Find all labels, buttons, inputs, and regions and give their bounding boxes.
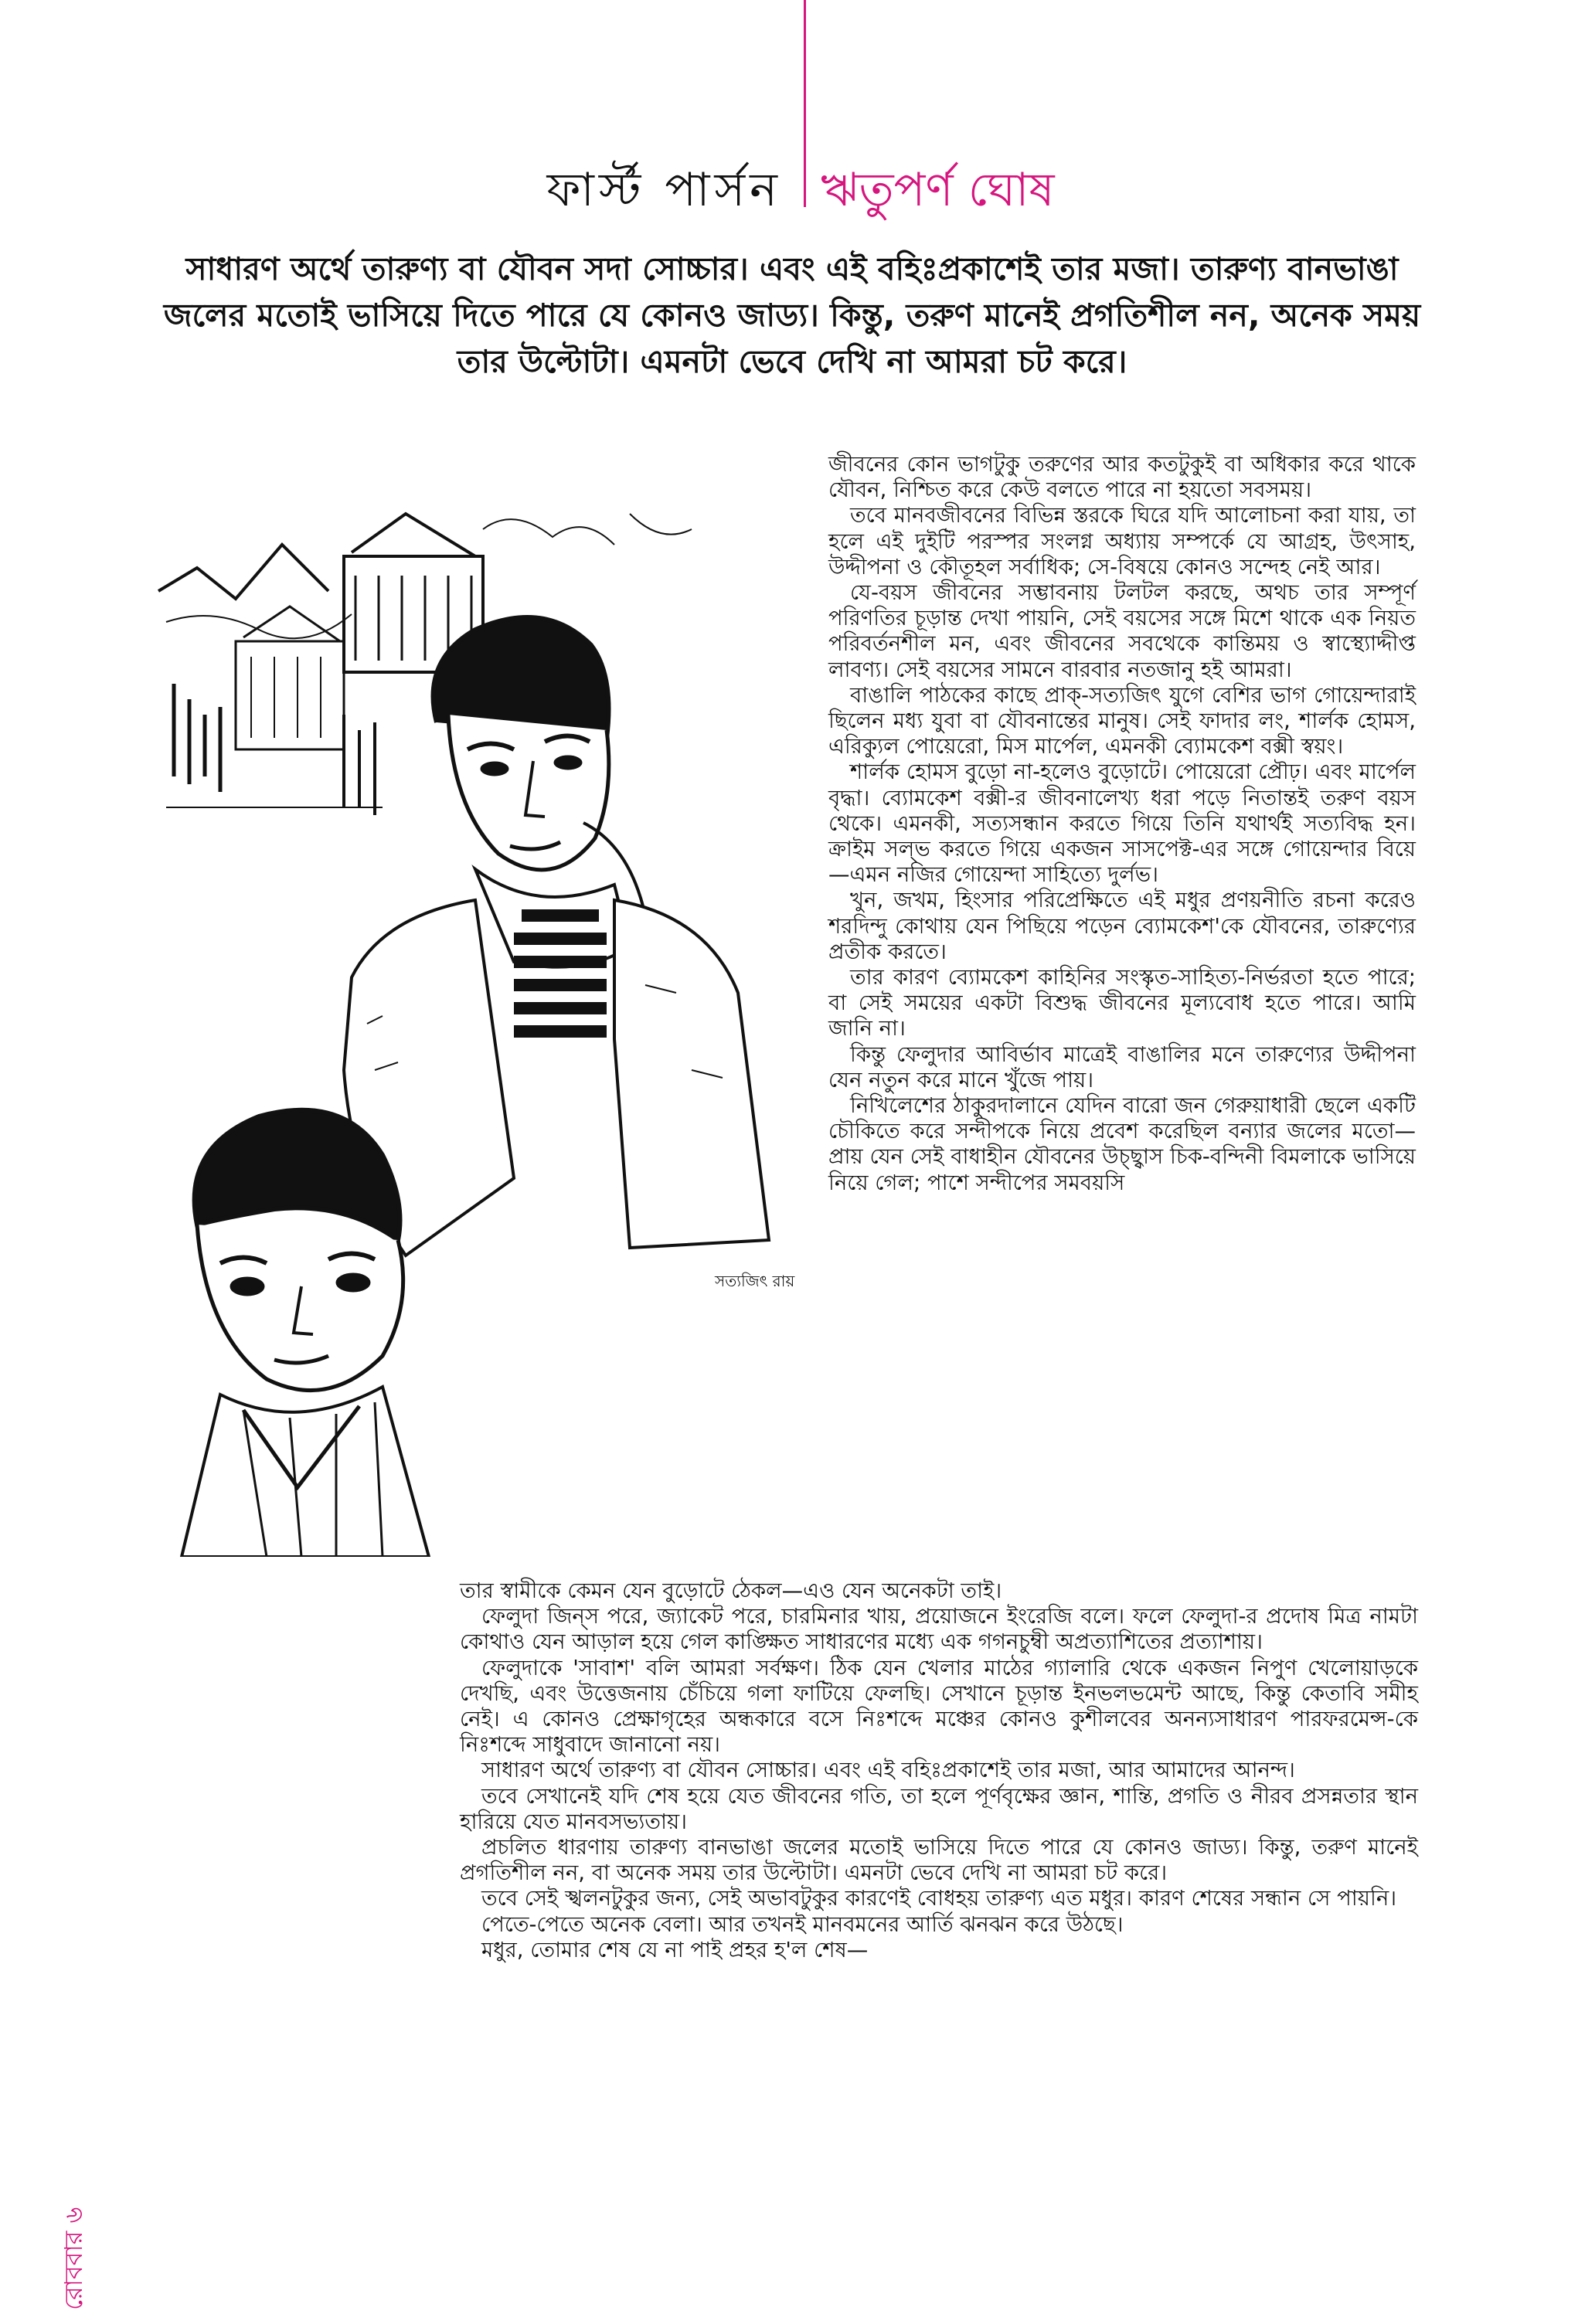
intro-line: সাধারণ অর্থে তারুণ্য বা যৌবন সদা সোচ্চার। এবং এই বহিঃপ্রকাশেই তার মজা। তারুণ্য বানভাঙা (185, 250, 1399, 287)
article-paragraph: মধুর, তোমার শেষ যে না পাই প্রহর হ'ল শেষ— (481, 1937, 869, 1962)
article-paragraph: তার স্বামীকে কেমন যেন বুড়োটে ঠেকল—এও যেন অনেকটা তাই। (460, 1578, 1002, 1603)
article-paragraph: কিন্তু ফেলুদার আবির্ভাব মাত্রেই বাঙালির মনে তারুণ্যের উদ্দীপনা যেন নতুন করে মানে খুঁজে পায়। (828, 1041, 1416, 1092)
series-title: ফার্স্ট পার্সন (546, 163, 782, 217)
intro-line: তার উল্টোটা। এমনটা ভেবে দেখি না আমরা চট করে। (457, 343, 1127, 380)
page-folio (54, 2101, 100, 2318)
article-paragraph: তার কারণ ব্যোমকেশ কাহিনির সংস্কৃত-সাহিত্য-নির্ভরতা হতে পারে; বা সেই সময়ের একটা বিশুদ্ধ জীবনের মূল্যবোধ হতে পারে। আমি জানি না। (828, 965, 1416, 1041)
author-name: ঋতুপর্ণ ঘোষ (821, 163, 1055, 217)
article-paragraph: পেতে-পেতে অনেক বেলা। আর তখনই মানবমনের আর্তি ঝনঝন করে উঠছে। (481, 1911, 1124, 1937)
article-paragraph: প্রচলিত ধারণায় তারুণ্য বানভাঙা জলের মতোই ভাসিয়ে দিতে পারে যে কোনও জাড্য। কিন্তু, তরুণ মানেই প্রগতিশীল নন, বা অনেক সময় তার উল্টোটা। এমনটা ভেবে দেখি না আমরা চট করে। (460, 1835, 1418, 1886)
page-header (0, 155, 1578, 232)
article-paragraph: বাঙালি পাঠকের কাছে প্রাক্-সত্যজিৎ যুগে বেশির ভাগ গোয়েন্দারাই ছিলেন মধ্য যুবা বা যৌবনান্তের মানুষ। সেই ফাদার লং, শার্লক হোমস, এরিক্যুল পোয়েরো, মিস মার্পেল, এমনকী ব্যোমকেশ বক্সী স্বয়ং। (828, 682, 1416, 759)
article-paragraph: তবে সেখানেই যদি শেষ হয়ে যেত জীবনের গতি, তা হলে পূর্ণবৃক্ষের জ্ঞান, শান্তি, প্রগতি ও নীরব প্রসন্নতার স্থান হারিয়ে যেত মানবসভ্যতায়। (460, 1783, 1418, 1834)
folio-text: রোববার ৬ (59, 2207, 88, 2310)
article-paragraph: তবে মানবজীবনের বিভিন্ন স্তরকে ঘিরে যদি আলোচনা করা যায়, তা হলে এই দুইটি পরস্পর সংলগ্ন অধ্যায় সম্পর্কে যে আগ্রহ, উৎসাহ, উদ্দীপনা ও কৌতূহল সর্বাধিক; সে-বিষয়ে কোনও সন্দেহ নেই আর। (828, 503, 1416, 579)
article-column (828, 452, 1416, 1196)
article-paragraph: যে-বয়স জীবনের সম্ভাবনায় টলটল করছে, অথচ তার সম্পূর্ণ পরিণতির চূড়ান্ত দেখা পায়নি, সেই বয়সের সঙ্গে মিশে থাকে এক নিয়ত পরিবর্তনশীল মন, এবং জীবনের সবথেকে কান্তিময় ও স্বাস্থ্যোদ্দীপ্ত লাবণ্য। সেই বয়সের সামনে বারবার নতজানু হই আমরা। (828, 580, 1416, 682)
article-paragraph: শার্লক হোমস বুড়ো না-হলেও বুড়োটে। পোয়েরো প্রৌঢ়। এবং মার্পেল বৃদ্ধা। ব্যোমকেশ বক্সী-র জীবনালেখ্য ধরা পড়ে নিতান্তই তরুণ বয়স থেকে। এমনকী, সত্যসন্ধান করতে গিয়ে তিনি যথার্থই সত্যবিদ্ধ হন। ক্রাইম সল্ভ করতে গিয়ে একজন সাসপেক্ট-এর সঙ্গে গোয়েন্দার বিয়ে—এমন নজির গোয়েন্দা সাহিত্যে দুর্লভ। (828, 759, 1416, 888)
article-paragraph: ফেলুদাকে 'সাবাশ' বলি আমরা সর্বক্ষণ। ঠিক যেন খেলার মাঠের গ্যালারি থেকে একজন নিপুণ খেলোয়াড়কে দেখছি, এবং উত্তেজনায় চেঁচিয়ে গলা ফাটিয়ে ফেলছি। সেখানে চূড়ান্ত ইনভলভমেন্ট আছে, কিন্তু কেতাবি সমীহ নেই। এ কোনও প্রেক্ষাগৃহের অন্ধকারে বসে নিঃশব্দে মঞ্চের কোনও কুশীলবের অনন্যসাধারণ পারফরমেন্স-কে নিঃশব্দে সাধুবাদে জানানো নয়। (460, 1655, 1418, 1758)
article-paragraph: নিখিলেশের ঠাকুরদালানে যেদিন বারো জন গেরুয়াধারী ছেলে একটি চৌকিতে করে সন্দীপকে নিয়ে প্রবেশ করেছিল বন্যার জলের মতো—প্রায় যেন সেই বাধাহীন যৌবনের উচ্ছ্বাস চিক-বন্দিনী বিমলাকে ভাসিয়ে নিয়ে গেল; পাশে সন্দীপের সমবয়সি (828, 1093, 1416, 1195)
article-paragraph: খুন, জখম, হিংসার পরিপ্রেক্ষিতে এই মধুর প্রণয়নীতি রচনা করেও শরদিন্দু কোথায় যেন পিছিয়ে পড়েন ব্যোমকেশ'কে যৌবনের, তারুণ্যের প্রতীক করতে। (828, 888, 1416, 964)
article-paragraph: তবে সেই স্খলনটুকুর জন্য, সেই অভাবটুকুর কারণেই বোধহয় তারুণ্য এত মধুর। কারণ শেষের সন্ধান সে পায়নি। (481, 1886, 1397, 1911)
illustration-signature: সত্যজিৎ রায় (715, 1272, 795, 1290)
article-wide-text (460, 1578, 1418, 1963)
article-paragraph: ফেলুদা জিন্‌স পরে, জ্যাকেট পরে, চারমিনার খায়, প্রয়োজনে ইংরেজি বলে। ফলে ফেলুদা-র প্রদোষ মিত্র নামটা কোথাও যেন আড়াল হয়ে গেল কাঙ্ক্ষিত সাধারণের মধ্যে এক গগনচুম্বী অপ্রত্যাশিতের প্রত্যাশায়। (460, 1604, 1418, 1655)
article-paragraph: জীবনের কোন ভাগটুকু তরুণের আর কতটুকুই বা অধিকার করে থাকে যৌবন, নিশ্চিত করে কেউ বলতে পারে না হয়তো সবসময়। (828, 452, 1416, 503)
article-paragraph: সাধারণ অর্থে তারুণ্য বা যৌবন সোচ্চার। এবং এই বহিঃপ্রকাশেই তার মজা, আর আমাদের আনন্দ। (481, 1758, 1295, 1783)
intro-standfirst (162, 246, 1422, 385)
intro-line: জলের মতোই ভাসিয়ে দিতে পারে যে কোনও জাড্য। কিন্তু, তরুণ মানেই প্রগতিশীল নন, অনেক সময় (163, 297, 1421, 334)
feluda-topshe-illustration (151, 483, 823, 1557)
